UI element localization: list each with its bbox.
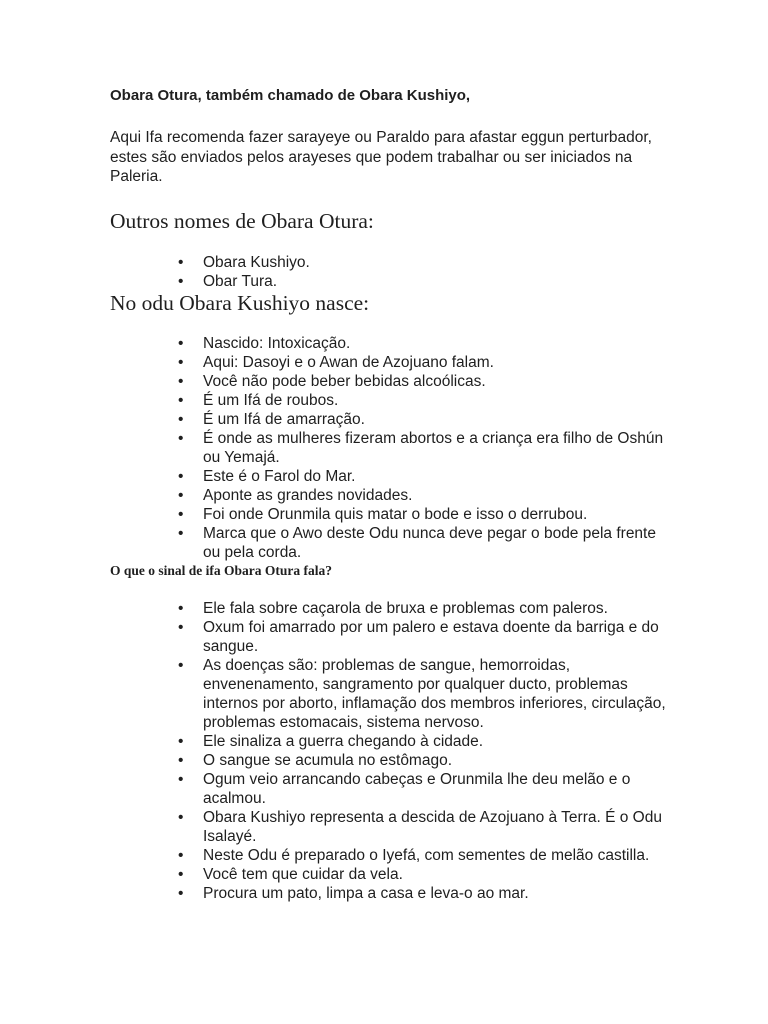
list-item: • Nascido: Intoxicação. [203, 334, 673, 353]
list-what-says [203, 599, 673, 903]
list-item: • Ogum veio arrancando cabeças e Orunmila lhe deu melão e o acalmou. [203, 770, 673, 808]
list-item: • Aqui: Dasoyi e o Awan de Azojuano falam. [203, 353, 673, 372]
list-item: • As doenças são: problemas de sangue, hemorroidas, envenenamento, sangramento por qualquer ducto, problemas internos por aborto, inflamação dos membros inferiores, circulação, problemas estomacais, sistema nervoso. [203, 656, 673, 732]
list-other-names [203, 253, 673, 291]
heading-what-says: O que o sinal de ifa Obara Otura fala? [110, 563, 333, 578]
heading-other-names: Outros nomes de Obara Otura: [110, 209, 374, 233]
list-item: • Marca que o Awo deste Odu nunca deve pegar o bode pela frente ou pela corda. [203, 524, 673, 562]
list-item: • Obara Kushiyo. [203, 253, 673, 272]
intro-paragraph: Aqui Ifa recomenda fazer sarayeye ou Paraldo para afastar eggun perturbador, estes são enviados pelos arayeses que podem trabalhar ou ser iniciados na Paleria. [110, 129, 652, 185]
list-born [203, 334, 673, 562]
list-item: • Procura um pato, limpa a casa e leva-o ao mar. [203, 884, 673, 903]
list-item: • Ele sinaliza a guerra chegando à cidade. [203, 732, 673, 751]
list-item: • Você não pode beber bebidas alcoólicas. [203, 372, 673, 391]
list-item: • Foi onde Orunmila quis matar o bode e isso o derrubou. [203, 505, 673, 524]
intro-title: Obara Otura, também chamado de Obara Kushiyo, [110, 87, 471, 104]
list-item: • O sangue se acumula no estômago. [203, 751, 673, 770]
list-item: • Aponte as grandes novidades. [203, 486, 673, 505]
list-item: • Este é o Farol do Mar. [203, 467, 673, 486]
list-item: • É um Ifá de roubos. [203, 391, 673, 410]
list-item: • Você tem que cuidar da vela. [203, 865, 673, 884]
list-item: • Oxum foi amarrado por um palero e estava doente da barriga e do sangue. [203, 618, 673, 656]
heading-born: No odu Obara Kushiyo nasce: [110, 291, 370, 315]
list-item: • É um Ifá de amarração. [203, 410, 673, 429]
list-item: • Obara Kushiyo representa a descida de Azojuano à Terra. É o Odu Isalayé. [203, 808, 673, 846]
list-item: • Neste Odu é preparado o Iyefá, com sementes de melão castilla. [203, 846, 673, 865]
list-item: • Obar Tura. [203, 272, 673, 291]
list-item: • É onde as mulheres fizeram abortos e a criança era filho de Oshún ou Yemajá. [203, 429, 673, 467]
list-item: • Ele fala sobre caçarola de bruxa e problemas com paleros. [203, 599, 673, 618]
